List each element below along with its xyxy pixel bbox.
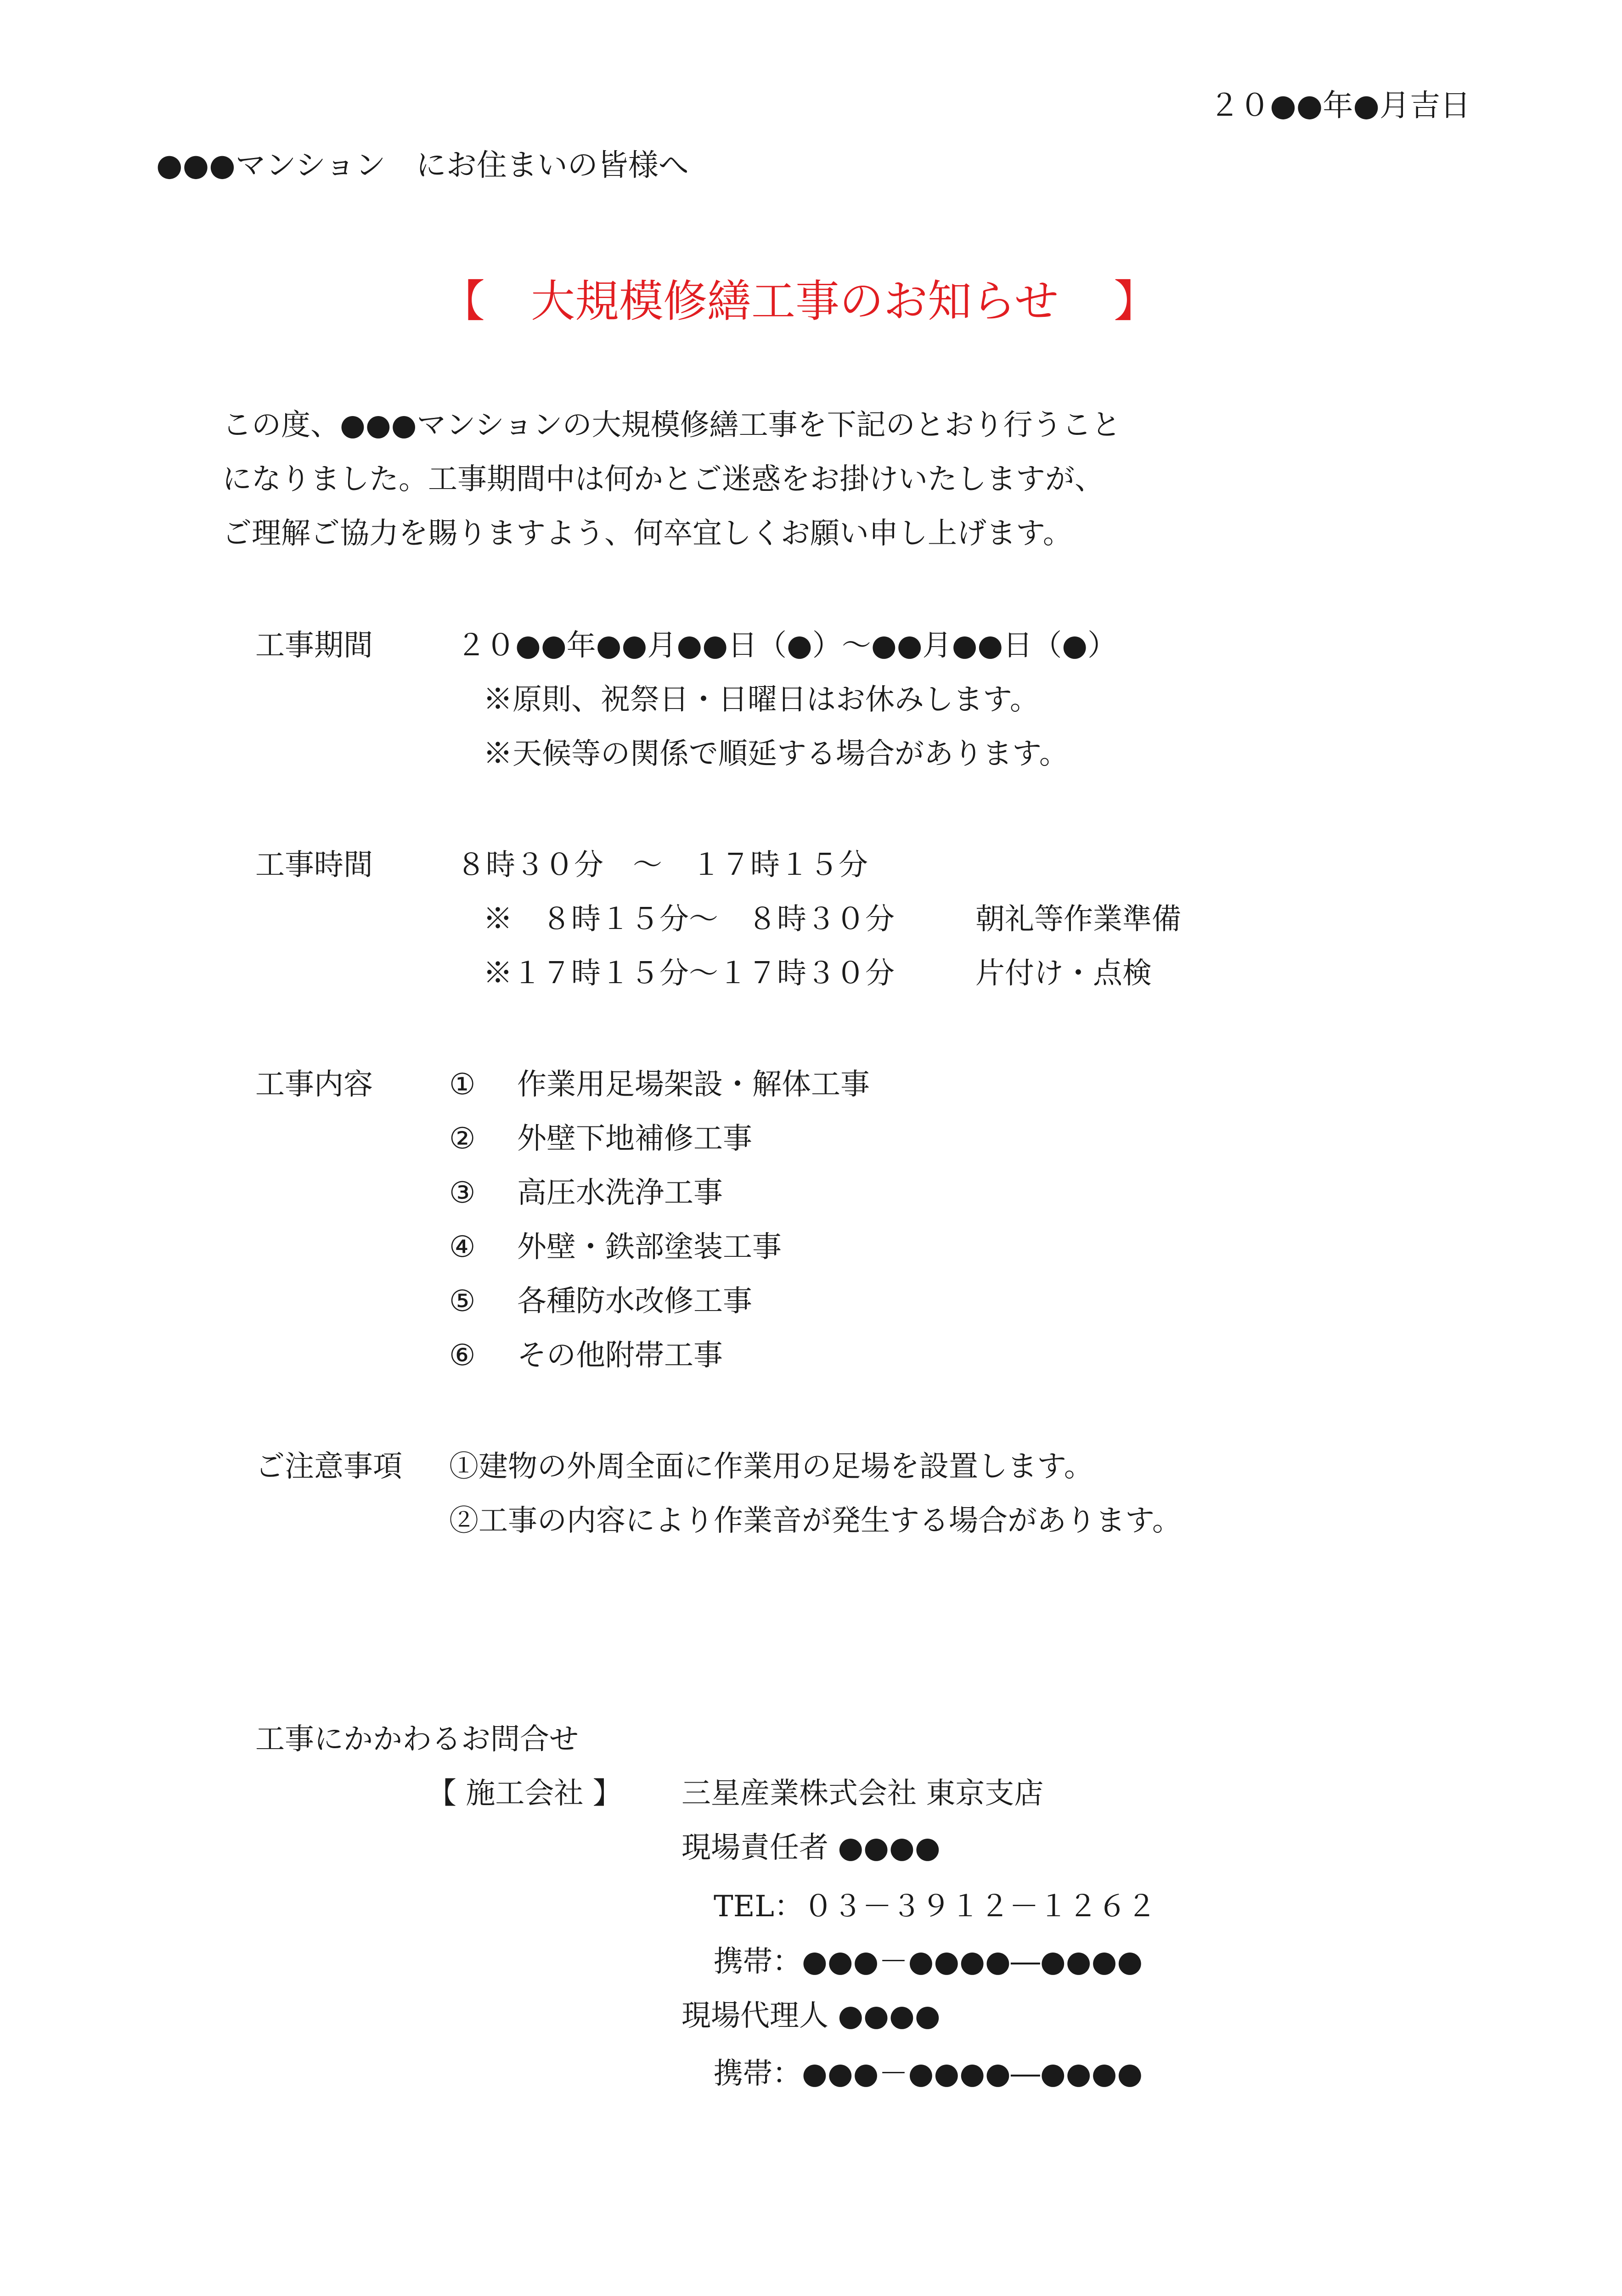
work-item-6-num: ⑥ [449,1339,476,1373]
period-note-2: ※天候等の関係で順延する場合があります。 [483,737,1069,771]
period-label: 工事期間 [255,629,373,663]
issue-date: ２０●●年●月吉日 [1209,88,1470,123]
work-item-1-num: ① [449,1068,476,1102]
title-close-bracket: 】 [1114,276,1158,327]
company-name: 三星産業株式会社 東京支店 [681,1777,1044,1811]
work-item-3-num: ③ [449,1176,476,1210]
work-item-3-text: 高圧水洗浄工事 [517,1176,723,1210]
caution-item-1: ①建物の外周全面に作業用の足場を設置します。 [449,1450,1093,1484]
hours-label: 工事時間 [255,848,373,882]
site-agent: 現場代理人 ●●●● [681,1999,941,2033]
hours-note-1-time: ※ ８時１５分～ ８時３０分 [483,902,895,936]
hours-note-2-time: ※１７時１５分～１７時３０分 [483,957,895,990]
intro-line-3: ご理解ご協力を賜りますよう、何卒宜しくお願い申し上げます。 [222,517,1072,551]
work-item-1-text: 作業用足場架設・解体工事 [517,1068,870,1102]
period-note-1: ※原則、祝祭日・日曜日はお休みします。 [483,683,1039,717]
site-manager: 現場責任者 ●●●● [681,1831,941,1865]
title-open-bracket: 【 [441,276,485,327]
caution-item-2: ②工事の内容により作業音が発生する場合があります。 [449,1504,1182,1538]
telephone: TEL：０３－３９１２－１２６２ [714,1890,1156,1924]
work-item-5-num: ⑤ [449,1284,476,1318]
hours-value: ８時３０分 ～ １７時１５分 [456,848,868,882]
work-item-2-num: ② [449,1122,476,1156]
work-label: 工事内容 [255,1068,373,1102]
agent-mobile: 携帯：●●●－●●●●―●●●● [714,2057,1143,2091]
document-title [441,274,1158,329]
hours-note-2-desc: 片付け・点検 [975,957,1152,990]
hours-note-1-desc: 朝礼等作業準備 [975,902,1181,936]
work-item-4-text: 外壁・鉄部塗装工事 [517,1230,782,1264]
intro-line-1: この度、●●●マンションの大規模修繕工事を下記のとおり行うこと [222,408,1121,442]
work-item-2-text: 外壁下地補修工事 [517,1122,752,1156]
work-item-6-text: その他附帯工事 [517,1339,723,1373]
contact-heading: 工事にかかわるお問合せ [255,1722,579,1756]
work-item-4-num: ④ [449,1230,476,1264]
manager-mobile: 携帯：●●●－●●●●―●●●● [714,1945,1143,1979]
period-value: ２０●●年●●月●●日（●）～●●月●●日（●） [456,629,1117,663]
cautions-label: ご注意事項 [255,1450,402,1484]
intro-line-2: になりました。工事期間中は何かとご迷惑をお掛けいたしますが、 [222,462,1104,496]
work-item-5-text: 各種防水改修工事 [517,1284,752,1318]
company-label: 【 施工会社 】 [427,1777,622,1811]
title-text: 大規模修繕工事のお知らせ [531,276,1059,327]
addressee: ●●●マンション にお住まいの皆様へ [156,147,689,183]
